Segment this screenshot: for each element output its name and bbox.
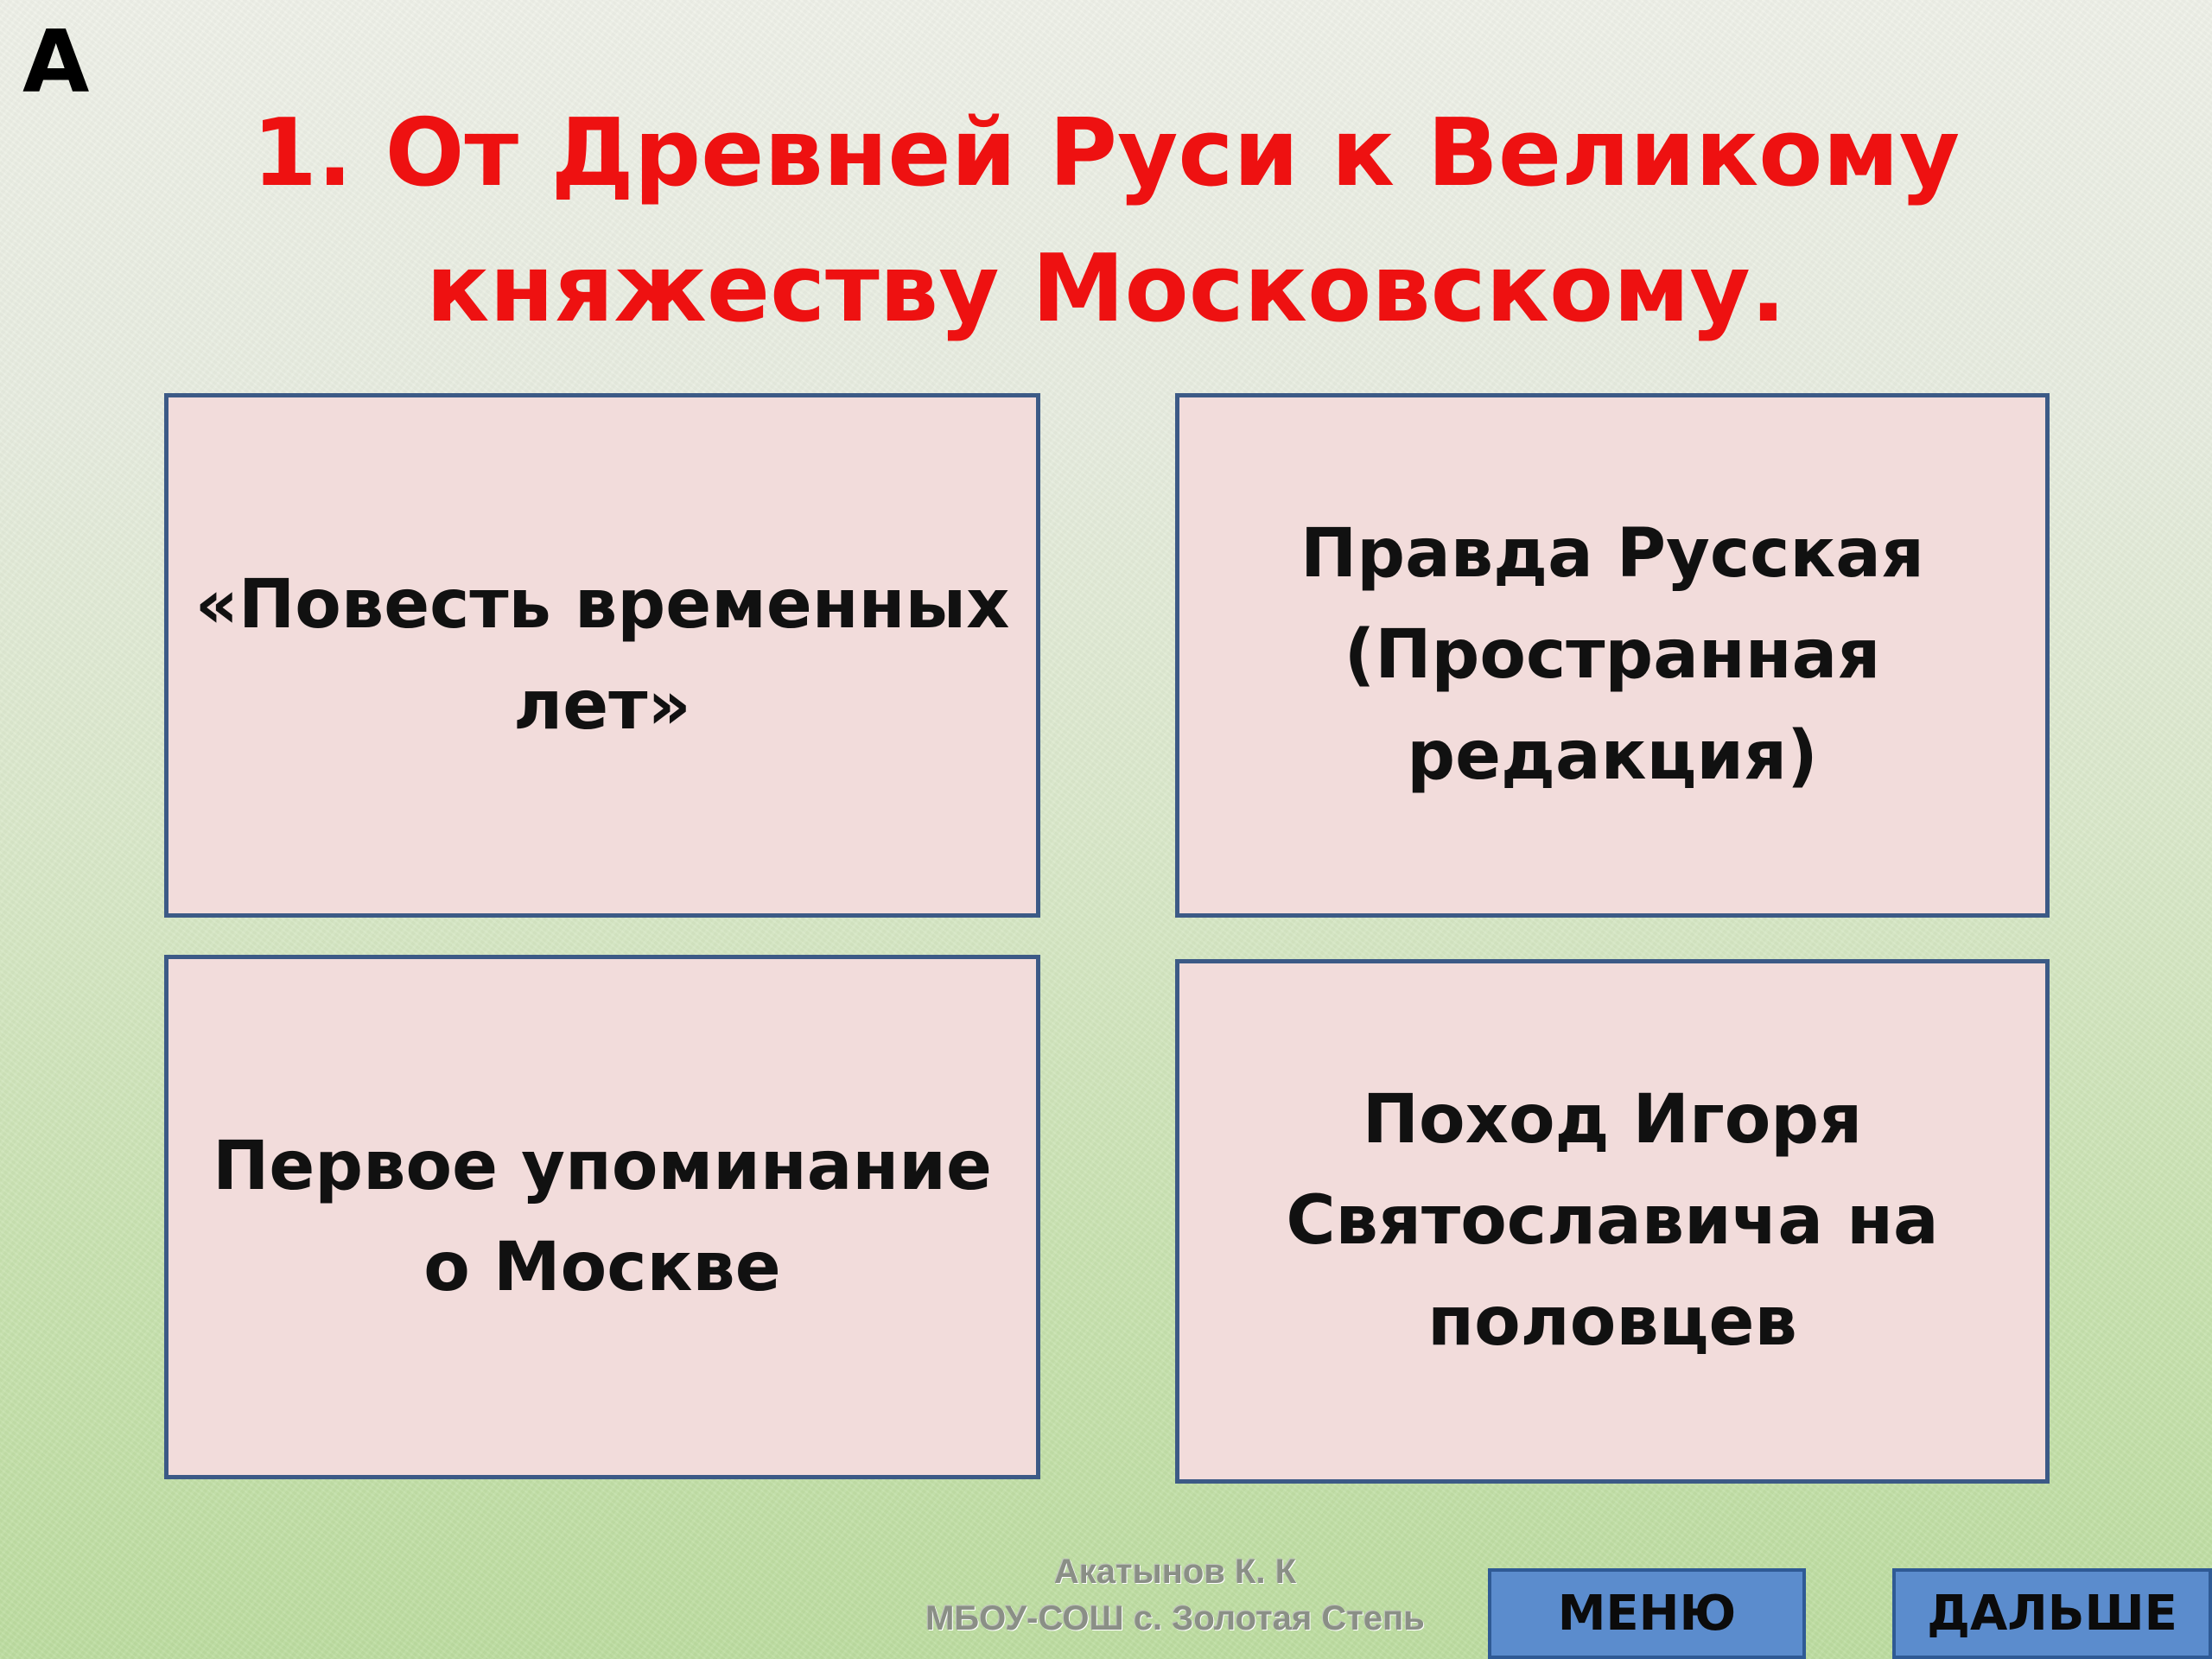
answer-card-pravda[interactable] (1175, 393, 2050, 918)
page-title (173, 86, 2039, 357)
answer-card-label (169, 555, 1036, 757)
answer-card-line: о Москве (423, 1228, 781, 1306)
answer-card-line: Поход Игоря (1362, 1081, 1863, 1159)
answer-card-line: Святославича на (1286, 1182, 1939, 1260)
answer-card-povest[interactable] (164, 393, 1040, 918)
answer-card-line: (Пространная (1344, 616, 1881, 694)
next-button[interactable]: ДАЛЬШЕ (1892, 1568, 2212, 1659)
answer-card-line: Первое упоминание (213, 1127, 992, 1205)
corner-letter: А (22, 11, 90, 112)
page-title-line-2: княжеству Московскому. (426, 234, 1786, 343)
answer-card-line: половцев (1427, 1283, 1797, 1361)
menu-button[interactable]: МЕНЮ (1488, 1568, 1806, 1659)
author-credits (873, 1548, 1478, 1642)
answer-card-label (1260, 1070, 1964, 1373)
answer-card-line: Правда Русская (1300, 515, 1925, 593)
answer-card-line: «Повесть временных (194, 565, 1010, 644)
author-name: Акатынов К. К (1053, 1553, 1297, 1591)
answer-card-moscow[interactable] (164, 955, 1040, 1479)
answer-card-label (187, 1116, 1018, 1319)
answer-card-label (1274, 504, 1950, 807)
answer-card-igor[interactable] (1175, 959, 2050, 1484)
answer-card-line: лет» (513, 666, 691, 745)
page-title-line-1: 1. От Древней Руси к Великому (251, 99, 1961, 207)
answer-card-line: редакция) (1407, 717, 1818, 795)
school-name: МБОУ-СОШ с. Золотая Степь (925, 1599, 1425, 1637)
